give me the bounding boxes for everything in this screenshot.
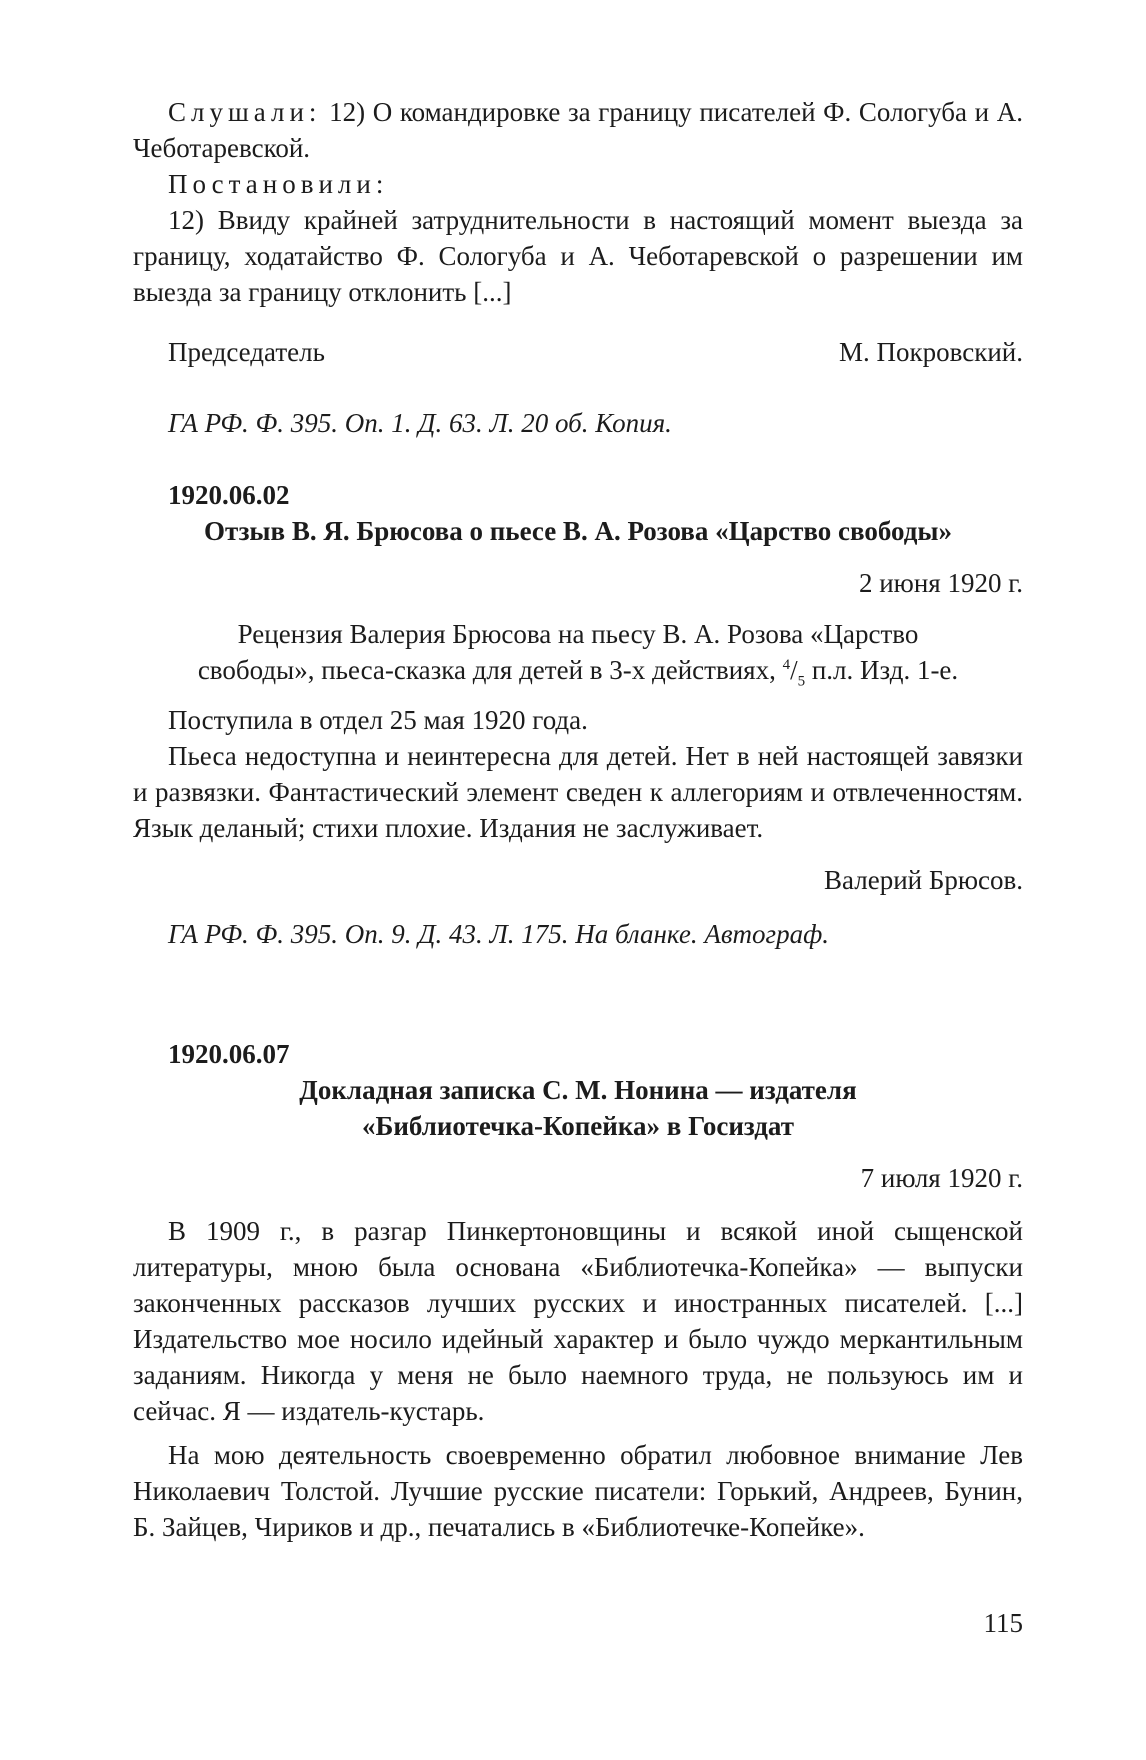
doc1-block — [133, 94, 1023, 310]
doc3-date: 7 июля 1920 г. — [860, 1163, 1023, 1193]
heard-paragraph — [133, 94, 1023, 166]
fraction-numerator: 4 — [782, 657, 791, 673]
doc1-source-block — [133, 405, 1023, 441]
doc2-date: 2 июня 1920 г. — [858, 568, 1023, 598]
doc3-paragraph-1: В 1909 г., в разгар Пинкертоновщины и всякой иной сыщенской литературы, мною была основана «Библиотечка-Копейка» — выпуски законченных рассказов лучших русских и иностранных писателей. [...] Издательство мое носило идейный характер и было чуждо меркантильным заданиям. Никогда у меня не было наемного труда, не пользуюсь им и сейчас. Я — издатель-кустарь. — [133, 1216, 1023, 1426]
doc3-title-line-1: Докладная записка С. М. Нонина — издателя — [299, 1075, 857, 1105]
chair-signature-line — [133, 334, 1023, 370]
review-line-2-pre: свободы», пьеса-сказка для детей в 3-х действиях, — [197, 655, 776, 685]
review-line-1: Рецензия Валерия Брюсова на пьесу В. А. Розова «Царство — [237, 619, 919, 649]
resolved-label-paragraph — [133, 166, 1023, 202]
review-line-2-post: п.л. Изд. 1-е. — [811, 655, 959, 685]
heard-label: Слушали: — [168, 97, 322, 127]
chair-label: Председатель — [168, 337, 325, 367]
resolved-text: 12) Ввиду крайней затруднительности в настоящий момент выезда за границу, ходатайство Ф. Сологуба и А. Чеботаревской о разрешении им выезда за границу отклонить [...] — [133, 205, 1023, 307]
review-header — [133, 616, 1023, 688]
doc2-number: 1920.06.02 — [168, 480, 290, 510]
doc2-source: ГА РФ. Ф. 395. Оп. 9. Д. 43. Л. 175. На бланке. Автограф. — [168, 919, 829, 949]
review-line-2: свободы», пьеса-сказка для детей в 3-х действиях, $^4/_5$ п.л. Изд. 1-е. — [197, 655, 959, 690]
doc2-received: Поступила в отдел 25 мая 1920 года. — [168, 705, 588, 735]
chair-name: М. Покровский. — [839, 337, 1023, 367]
doc3-number: 1920.06.07 — [168, 1039, 290, 1069]
resolved-label: Постановили: — [168, 169, 389, 199]
doc3-block — [133, 1036, 1023, 1545]
page-number: 115 — [983, 1608, 1023, 1638]
doc1-source: ГА РФ. Ф. 395. Оп. 1. Д. 63. Л. 20 об. Копия. — [168, 408, 672, 438]
fraction-denominator: 5 — [797, 673, 806, 690]
doc3-paragraph-2: На мою деятельность своевременно обратил любовное внимание Лев Николаевич Толстой. Лучшие русские писатели: Горький, Андреев, Бунин, Б. Зайцев, Чириков и др., печатались в «Библиотечке-Копейке». — [133, 1440, 1023, 1542]
doc3-title-line-2: «Библиотечка-Копейка» в Госиздат — [361, 1111, 794, 1141]
doc2-block — [133, 477, 1023, 952]
doc2-title: Отзыв В. Я. Брюсова о пьесе В. А. Розова «Царство свободы» — [203, 516, 953, 546]
heard-text: 12) О командировке за границу писателей Ф. Сологуба и А. Чеботаревской. — [133, 97, 1023, 163]
doc2-signature: Валерий Брюсов. — [824, 865, 1023, 895]
doc2-body: Пьеса недоступна и неинтересна для детей. Нет в ней настоящей завязки и развязки. Фантастический элемент сведен к аллегориям и отвлеченностям. Язык деланый; стихи плохие. Издания не заслуживает. — [133, 741, 1023, 843]
